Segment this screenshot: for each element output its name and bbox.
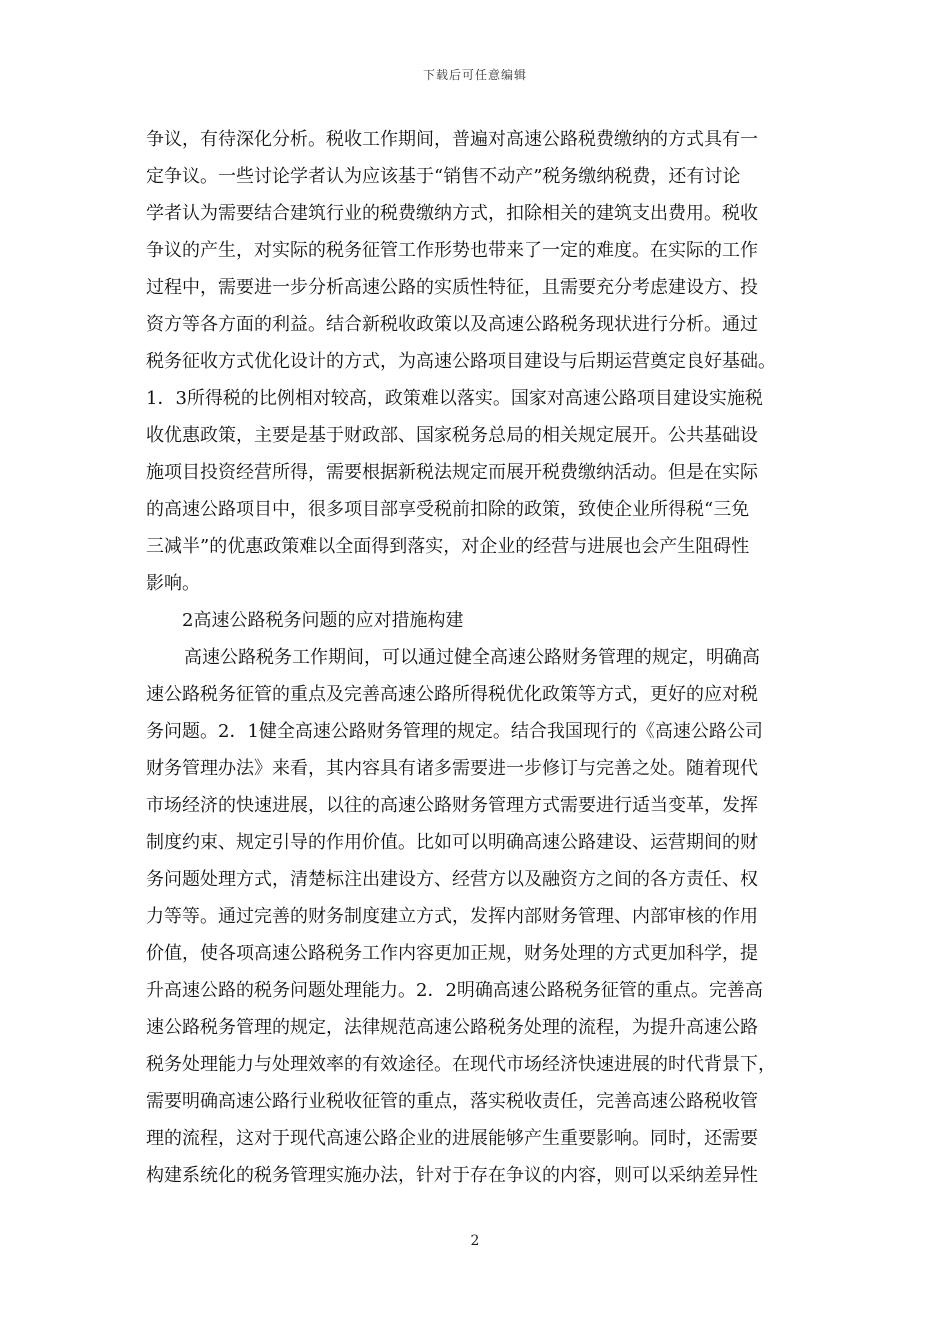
text-line: 学者认为需要结合建筑行业的税费缴纳方式，扣除相关的建筑支出费用。税收 [146, 203, 758, 224]
text-line: 争议的产生，对实际的税务征管工作形势也带来了一定的难度。在实际的工作 [146, 240, 758, 261]
text-line: 施项目投资经营所得，需要根据新税法规定而展开税费缴纳活动。但是在实际 [146, 462, 758, 483]
text-line: 需要明确高速公路行业税收征管的重点，落实税收责任，完善高速公路税收管 [146, 1091, 758, 1112]
text-line: 的高速公路项目中，很多项目部享受税前扣除的政策，致使企业所得税“三免 [146, 499, 750, 520]
section-heading: 2高速公路税务问题的应对措施构建 [182, 610, 464, 631]
page-number: 2 [470, 1233, 480, 1249]
text-line: 速公路税务征管的重点及完善高速公路所得税优化政策等方式，更好的应对税 [146, 684, 758, 705]
text-line: 收优惠政策，主要是基于财政部、国家税务总局的相关规定展开。公共基础设 [146, 425, 758, 446]
text-line: 资方等各方面的利益。结合新税收政策以及高速公路税务现状进行分析。通过 [146, 314, 758, 335]
text-line: 财务管理办法》来看，其内容具有诸多需要进一步修订与完善之处。随着现代 [146, 758, 758, 779]
text-line: 理的流程，这对于现代高速公路企业的进展能够产生重要影响。同时，还需要 [146, 1128, 758, 1149]
text-line: 1．3所得税的比例相对较高，政策难以落实。国家对高速公路项目建设实施税 [146, 388, 763, 409]
text-line: 市场经济的快速进展，以往的高速公路财务管理方式需要进行适当变革，发挥 [146, 795, 758, 816]
text-line: 定争议。一些讨论学者认为应该基于“销售不动产”税务缴纳税费，还有讨论 [146, 166, 741, 187]
text-line: 影响。 [146, 573, 200, 594]
text-line: 三减半”的优惠政策难以全面得到落实，对企业的经营与进展也会产生阻碍性 [146, 536, 750, 557]
text-line: 高速公路税务工作期间，可以通过健全高速公路财务管理的规定，明确高 [184, 647, 760, 668]
page-header: 下载后可任意编辑 [422, 68, 527, 82]
text-line: 税务征收方式优化设计的方式，为高速公路项目建设与后期运营奠定良好基础。 [146, 351, 776, 372]
text-line: 税务处理能力与处理效率的有效途径。在现代市场经济快速进展的时代背景下， [146, 1054, 776, 1075]
text-line: 务问题处理方式，清楚标注出建设方、经营方以及融资方之间的各方责任、权 [146, 869, 758, 890]
text-line: 力等等。通过完善的财务制度建立方式，发挥内部财务管理、内部审核的作用 [146, 906, 758, 927]
body-text [146, 121, 810, 1194]
text-line: 争议，有待深化分析。税收工作期间，普遍对高速公路税费缴纳的方式具有一 [146, 129, 758, 150]
text-line: 制度约束、规定引导的作用价值。比如可以明确高速公路建设、运营期间的财 [146, 832, 758, 853]
text-line: 过程中，需要进一步分析高速公路的实质性特征，且需要充分考虑建设方、投 [146, 277, 758, 298]
text-line: 速公路税务管理的规定，法律规范高速公路税务处理的流程，为提升高速公路 [146, 1017, 758, 1038]
text-line: 务问题。2．1健全高速公路财务管理的规定。结合我国现行的《高速公路公司 [146, 721, 763, 742]
text-line: 构建系统化的税务管理实施办法，针对于存在争议的内容，则可以采纳差异性 [146, 1165, 758, 1186]
text-line: 价值，使各项高速公路税务工作内容更加正规，财务处理的方式更加科学，提 [146, 943, 758, 964]
text-line: 升高速公路的税务问题处理能力。2．2明确高速公路税务征管的重点。完善高 [146, 980, 763, 1001]
